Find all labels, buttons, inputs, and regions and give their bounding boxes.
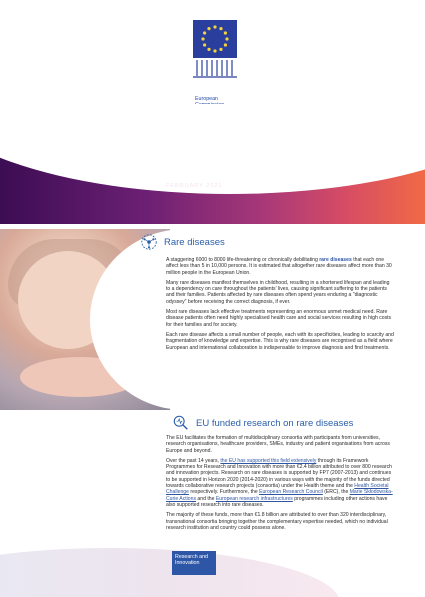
section-title-rare-diseases: Rare diseases (164, 236, 225, 248)
title-line-1: A KEY TO UNLOCK (166, 127, 291, 142)
section-header-eu-funded (172, 414, 353, 432)
page-title (166, 118, 356, 172)
paragraph-3: Most rare diseases lack effective treatments representing an enormous unmet medical need. Rare disease patients often need highly specialised health care and social services resulting in high costs for their families and for society. (166, 309, 392, 328)
rare-diseases-link[interactable]: rare diseases (319, 257, 352, 263)
building-outline-icon (193, 20, 237, 80)
msca-link[interactable]: Marie Skłodowska-Curie Actions (166, 489, 393, 502)
title-line-3: RARE DISEASES RESEARCH (166, 156, 356, 171)
section-title-eu-funded: EU funded research on rare diseases (196, 417, 354, 429)
paragraph-eu-2: Over the past 14 years, the EU has supported this field extensively through its Framework Programmes for Research and Innovation with more than €2.4 billion attributed to over 800 research and innovation projects. Research on rare diseases is supported by FP7 (2007-2013) and continues to be supported in Horizon 2020 (2014-2020) in various ways with the majority of the funds directed towards collaborative research projects (consortia) under the Health theme and the Health Societal Challenge respectively. Furthermore, the European Research Council (ERC), the Marie Skłodowska-Curie Actions and the European research infrastructures programmes including other actions have also supported research into rare diseases. (166, 457, 393, 508)
paragraph-4: Each rare disease affects a small number of people, each with its specificities, leading to scarcity and fragmentation of knowledge and expertise. This is why rare diseases are recognised as a field where European and international collaboration is indispensable to improve diagnosis and find treatments. (166, 331, 394, 351)
paragraph-2: Many rare diseases manifest themselves in childhood, resulting in a shortened lifespan and leading to a dependency on care throughout the patients' lives, causing significant suffering to the patients and their families. Patients affected by rare diseases often spend years enduring a "diagnostic odyssey" before receiving the correct diagnosis, if ever. (166, 279, 390, 305)
title-line-2: THE CHALLENGES OF (166, 141, 313, 157)
eu-support-link[interactable]: the EU has supported this field extensively (220, 457, 317, 464)
logo-line-1: European (195, 96, 218, 102)
footer-curve (0, 548, 340, 597)
badge-line-1: Research and (175, 554, 208, 560)
paragraph-eu-1: The EU facilitates the formation of multidisciplinary consortia with participants from universities, research organisations, healthcare providers, SMEs, industry and patient organisations from across Europe and beyond. (166, 435, 390, 454)
molecule-icon (140, 233, 158, 251)
section-eu-funded-body (166, 435, 394, 535)
research-innovation-badge (172, 551, 216, 575)
paragraph-1: A staggering 6000 to 8000 life-threatening or chronically debilitating rare diseases that each one affect less than 5 in 10,000 persons. It is estimated that altogether rare diseases affect more than 30 million people in the European Union. (166, 257, 392, 276)
research-infrastructures-link[interactable]: European research infrastructures (215, 495, 293, 502)
magnifier-icon (172, 414, 190, 432)
section-header-rare-diseases (140, 233, 225, 251)
publication-date: FEBRUARY 2021 (166, 183, 223, 189)
title-kicker: COLLABORATION: (166, 118, 246, 128)
erc-link[interactable]: European Research Council (259, 489, 323, 496)
health-societal-challenge-link[interactable]: Health Societal Challenge (166, 483, 389, 496)
paragraph-eu-3: The majority of these funds, more than €1.8 billion are attributed to over than 320 interdisciplinary, transnational consortia bringing together the complementary expertise needed, which no individual research institution and country could possess alone. (166, 512, 388, 531)
section-rare-diseases-body (166, 257, 394, 355)
badge-line-2: Innovation (175, 560, 200, 567)
